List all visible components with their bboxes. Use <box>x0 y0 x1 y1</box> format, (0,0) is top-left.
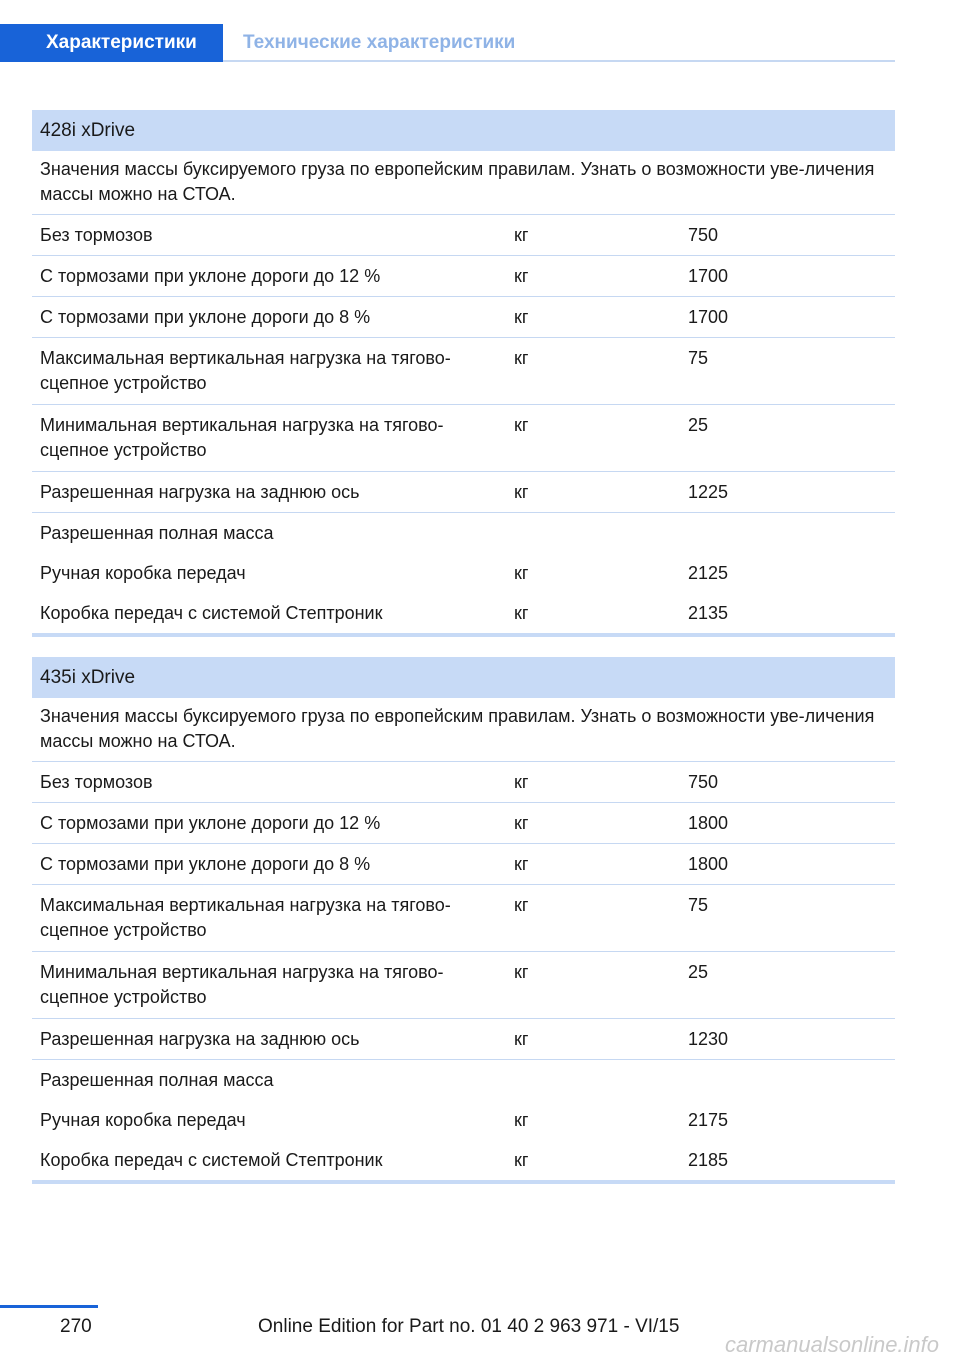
row-value: 1800 <box>688 854 729 874</box>
row-label: С тормозами при уклоне дороги до 12 % <box>40 813 381 833</box>
row-unit: кг <box>514 895 529 915</box>
row-value: 2125 <box>688 563 729 583</box>
row-label: С тормозами при уклоне дороги до 8 % <box>40 854 371 874</box>
row-value: 25 <box>688 415 709 435</box>
row-label: С тормозами при уклоне дороги до 12 % <box>40 266 381 286</box>
spec-table-435i <box>32 657 895 1184</box>
row-unit: кг <box>514 813 529 833</box>
row-unit: кг <box>514 266 529 286</box>
row-value: 75 <box>688 895 709 915</box>
row-unit: кг <box>514 482 529 502</box>
row-label: Максимальная вертикальная нагрузка на тягово-сцепное устройство <box>40 895 451 940</box>
table-row <box>32 803 895 844</box>
table-row <box>32 762 895 803</box>
table-title: 435i xDrive <box>32 657 895 698</box>
row-unit: кг <box>514 772 529 792</box>
row-unit: кг <box>514 1029 529 1049</box>
row-label: Без тормозов <box>40 772 153 792</box>
table-row <box>32 1140 895 1180</box>
row-label: Разрешенная нагрузка на заднюю ось <box>40 482 360 502</box>
table-row <box>32 215 895 256</box>
table-row <box>32 405 895 472</box>
row-unit: кг <box>514 225 529 245</box>
row-label: Минимальная вертикальная нагрузка на тягово-сцепное устройство <box>40 415 444 460</box>
row-label: Коробка передач с системой Стептроник <box>40 603 383 623</box>
section-tab-active[interactable]: Характеристики <box>0 24 223 62</box>
table-row <box>32 513 895 553</box>
row-unit: кг <box>514 307 529 327</box>
table-row <box>32 297 895 338</box>
row-value: 1800 <box>688 813 729 833</box>
table-row <box>32 593 895 633</box>
row-label: Ручная коробка передач <box>40 1110 246 1130</box>
table-row <box>32 885 895 952</box>
row-unit: кг <box>514 1150 529 1170</box>
row-unit: кг <box>514 1110 529 1130</box>
row-unit: кг <box>514 348 529 368</box>
row-value: 1225 <box>688 482 729 502</box>
watermark: carmanualsonline.info <box>725 1332 940 1357</box>
table-row <box>32 472 895 513</box>
row-unit: кг <box>514 563 529 583</box>
table-row <box>32 952 895 1019</box>
row-label: Максимальная вертикальная нагрузка на тягово-сцепное устройство <box>40 348 451 393</box>
row-value: 2175 <box>688 1110 729 1130</box>
row-label: Минимальная вертикальная нагрузка на тягово-сцепное устройство <box>40 962 444 1007</box>
row-label: Коробка передач с системой Стептроник <box>40 1150 383 1170</box>
table-row <box>32 1100 895 1140</box>
row-unit <box>504 513 678 553</box>
row-label: Разрешенная нагрузка на заднюю ось <box>40 1029 360 1049</box>
row-value: 75 <box>688 348 709 368</box>
table-row <box>32 338 895 405</box>
table-row <box>32 844 895 885</box>
table-title: 428i xDrive <box>32 110 895 151</box>
row-label: Разрешенная полная масса <box>40 1070 274 1090</box>
table-row <box>32 256 895 297</box>
row-value: 750 <box>688 772 719 792</box>
table-end-rule <box>32 633 895 637</box>
row-value: 25 <box>688 962 709 982</box>
row-unit: кг <box>514 962 529 982</box>
row-unit <box>504 1060 678 1100</box>
table-note: Значения массы буксируемого груза по европейским правилам. Узнать о возможности уве-личения массы можно на СТОА. <box>32 151 895 215</box>
row-value: 2185 <box>688 1150 729 1170</box>
table-row <box>32 1060 895 1100</box>
page-header <box>0 24 895 62</box>
row-label: С тормозами при уклоне дороги до 8 % <box>40 307 371 327</box>
table-note: Значения массы буксируемого груза по европейским правилам. Узнать о возможности уве-личения массы можно на СТОА. <box>32 698 895 762</box>
spec-table-428i <box>32 110 895 637</box>
row-value: 1230 <box>688 1029 729 1049</box>
row-label: Без тормозов <box>40 225 153 245</box>
row-unit: кг <box>514 854 529 874</box>
row-value <box>678 1060 895 1100</box>
row-value: 750 <box>688 225 719 245</box>
row-unit: кг <box>514 603 529 623</box>
row-label: Разрешенная полная масса <box>40 523 274 543</box>
page-number: 270 <box>60 1316 92 1337</box>
row-value: 2135 <box>688 603 729 623</box>
online-edition-note: Online Edition for Part no. 01 40 2 963 971 - VI/15 <box>258 1316 680 1337</box>
table-row <box>32 553 895 593</box>
row-value: 1700 <box>688 307 729 327</box>
section-tab-subsection[interactable]: Технические характеристики <box>243 32 516 53</box>
row-value: 1700 <box>688 266 729 286</box>
table-end-rule <box>32 1180 895 1184</box>
row-label: Ручная коробка передач <box>40 563 246 583</box>
row-unit: кг <box>514 415 529 435</box>
row-value <box>678 513 895 553</box>
header-divider <box>223 60 895 62</box>
table-row <box>32 1019 895 1060</box>
footer-accent-line <box>0 1305 98 1308</box>
